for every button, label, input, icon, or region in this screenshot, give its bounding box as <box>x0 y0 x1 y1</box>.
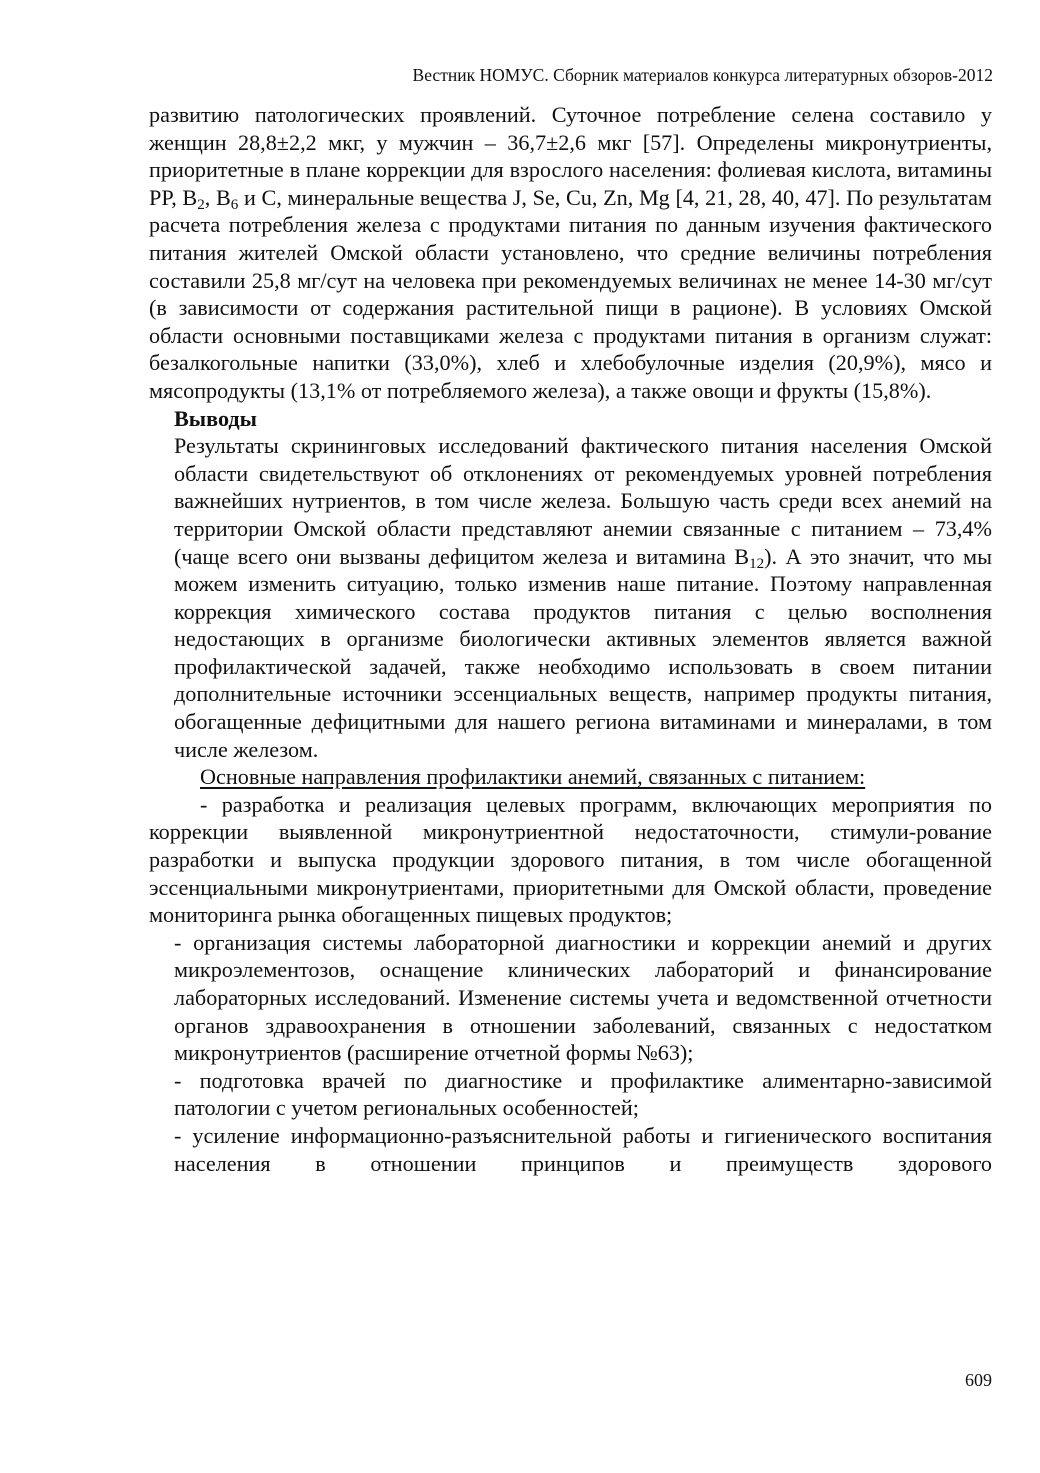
prevention-heading: Основные направления профилактики анемий, связанных с питанием: <box>200 764 866 790</box>
paragraph-text: развитию патологических проявлений. Суточное потребление селена составило у женщин 28,8±2,2 мкг, у мужчин – 36,7±2,6 мкг [57]. Определены микронутриенты, приоритетные в плане коррекции для взрослого населения: фолиевая кислота, витамины PP, B <box>149 102 992 210</box>
paragraph-text: и C, минеральные вещества J, Se, Cu, Zn, Mg [4, 21, 28, 40, 47]. По результатам расчета потребления железа с продуктами питания по данным изучения фактического питания жителей Омской области установлено, что средние величины потребления составили 25,8 мг/сут на человека при рекомендуемых величинах не менее 14-30 мг/сут (в зависимости от содержания растительной пищи в рационе). В условиях Омской области основными поставщиками железа с продуктами питания в организм служат: безалкогольные напитки (33,0%), хлеб и хлебобулочные изделия (20,9%), мясо и мясопродукты (13,1% от потребляемого железа), а также овощи и фрукты (15,8%). <box>149 184 992 403</box>
paragraph-text: Результаты скрининговых исследований фактического питания населения Омской области свидетельствуют об отклонениях от рекомендуемых уровней потребления важнейших нутриентов, в том числе железа. Большую часть среди всех анемий на территории Омской области представляют анемии связанные с питанием – 73,4% (чаще всего они вызваны дефицитом железа и витамина B <box>174 433 992 569</box>
subscript: 6 <box>230 197 239 213</box>
subscript: 12 <box>749 555 765 572</box>
paragraph-text: ). А это значит, что мы можем изменить ситуацию, только изменив наше питание. Поэтому направленная коррекция химического состава продуктов питания с целью восполнения недостающих в организме биологически активных элементов является важной профилактической задачей, также необходимо использовать в своем питании дополнительные источники эссенциальных веществ, например продукты питания, обогащенные дефицитными для нашего региона витаминами и минералами, в том числе железом. <box>174 543 992 762</box>
body-text <box>149 101 992 1177</box>
prevention-item-lab-diagnostics: - организация системы лабораторной диагностики и коррекции анемий и других микроэлементозов, оснащение клинических лабораторий и финансирование лабораторных исследований. Изменение системы учета и ведомственной отчетности органов здравоохранения в отношении заболеваний, связанных с недостатком микронутриентов (расширение отчетной формы №63); <box>174 929 992 1066</box>
subscript: 2 <box>197 197 205 213</box>
page-number: 609 <box>965 1370 992 1390</box>
running-header: Вестник НОМУС. Сборник материалов конкурса литературных обзоров-2012 <box>412 65 993 85</box>
prevention-item-programs: - разработка и реализация целевых программ, включающих мероприятия по коррекции выявленной микронутриентной недостаточности, стимули-рование разработки и выпуска продукции здорового питания, в том числе обогащенной эссенциальными микронутриентами, приоритетными для Омской области, проведение мониторинга рынка обогащенных пищевых продуктов; <box>149 791 992 928</box>
conclusions-heading: Выводы <box>174 405 257 431</box>
conclusions-paragraph <box>174 432 992 763</box>
paragraph-iron-intake <box>149 101 992 405</box>
prevention-item-public-education: - усиление информационно-разъяснительной работы и гигиенического воспитания населения в отношении принципов и преимуществ здорового <box>174 1122 992 1176</box>
prevention-item-doctor-training: - подготовка врачей по диагностике и профилактике алиментарно-зависимой патологии с учетом региональных особенностей; <box>174 1067 992 1121</box>
paragraph-text: , B <box>204 184 231 210</box>
